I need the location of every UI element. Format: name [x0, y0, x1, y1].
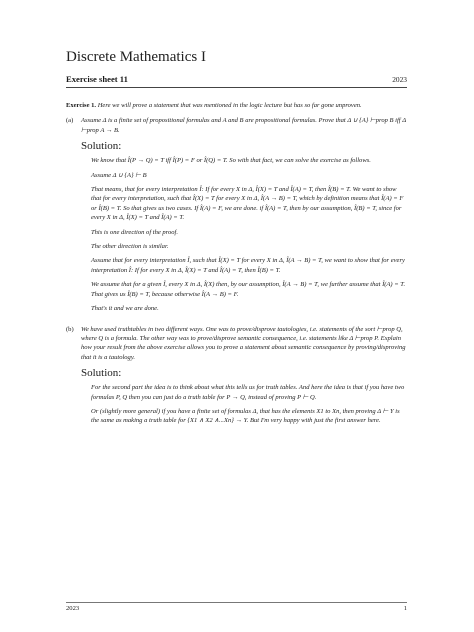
solution-heading: Solution: — [81, 367, 122, 380]
solution-paragraph: Assume that for every interpretation Î, such that Î(X) = T for every X in Δ, Î(A → B) = T, we want to show that for every interpretation Î: If for every X in Δ, Î(X) = T and Î(A) = T, then Î(B) = T. — [91, 257, 405, 274]
part-b-label: (b) — [66, 325, 74, 333]
solution-paragraph: Assume Δ ∪ {A} ⊢ B — [91, 171, 147, 179]
solution-paragraph: We assume that for a given Î, every X in Δ, Î(X) then, by our assumption, Î(A → B) = T, we further assume that Î(A) = T. That gives us Î(B) = T, because otherwise Î(A → B) = F. — [91, 281, 406, 298]
part-a-label: (a) — [66, 117, 74, 125]
sheet-year: 2023 — [392, 75, 407, 84]
part-a-solution — [81, 156, 407, 313]
header-rule — [66, 87, 407, 88]
part-b-solution — [81, 383, 407, 426]
exercise-intro-text: Here we will prove a statement that was mentioned in the logic lecture but has so far gone unproven. — [97, 102, 362, 109]
solution-paragraph: That means, that for every interpretation Î: If for every X in Δ, Î(X) = T and Î(A) = T, then Î(B) = T. We want to show that for every interpretation, such that Î(X) = T for every X in Δ, Î(A → B) = T, which by definition means that Î(A) = F or Î(B) = T. So that gives us two cases. If Î(A) = F, we are done. if Î(A) = T, then by our assumption, Î(B) = T, since for every X in Δ, Î(X) = T and Î(A) = T. — [91, 186, 404, 222]
footer-rule — [66, 602, 407, 603]
exercise-heading: Exercise 1. — [66, 102, 97, 109]
solution-paragraph: Or (slightly more general) if you have a finite set of formulas Δ, that has the elements X1 to Xn, then proving Δ ⊢ Y is the same as making a truth table for {X1 ∧ X2 ∧...Xn} → Y. But I'm very happy with just the first answer here. — [91, 407, 400, 425]
part-b — [66, 325, 407, 431]
exercise-content — [66, 101, 407, 431]
part-b-question: We have used truthtables in two different ways. One was to prove/disprove tautologies, i.e. statements of the sort ⊢prop Q, where Q is a formula. The other way was to prove/disprove semantic consequence, i.e. statements like Δ ⊢prop P. Explain how your result from the above exercise allows you to prove a statement about semantic consequence by proving/disproving that it is a tautology. — [81, 325, 406, 361]
page-number: 1 — [403, 605, 407, 612]
solution-paragraph: This is one direction of the proof. — [91, 228, 178, 236]
solution-paragraph: For the second part the idea is to think about what this tells us for truth tables. And here the idea is that if you have two formulas P, Q then you can just do a truth table for P → Q, instead of proving P ⊢ Q. — [91, 384, 405, 401]
solution-paragraph: That's it and we are done. — [91, 305, 159, 313]
solution-paragraph: We know that Î(P → Q) = T iff Î(P) = F or Î(Q) = T. So with that fact, we can solve the exercise as follows. — [91, 157, 371, 165]
sheet-header — [66, 74, 407, 84]
solution-heading: Solution: — [81, 140, 122, 153]
sheet-title: Exercise sheet 11 — [66, 74, 128, 84]
exercise-intro — [66, 101, 407, 110]
course-title: Discrete Mathematics I — [66, 49, 206, 65]
solution-paragraph: The other direction is similar. — [91, 243, 169, 251]
footer-year: 2023 — [66, 605, 80, 612]
part-a-question: Assume Δ is a finite set of propositional formulas and A and B are propositional formulas. Prove that Δ ∪ {A} ⊢prop B iff Δ ⊢prop A → B. — [81, 117, 406, 134]
page-footer — [66, 605, 407, 612]
part-a — [66, 116, 407, 318]
